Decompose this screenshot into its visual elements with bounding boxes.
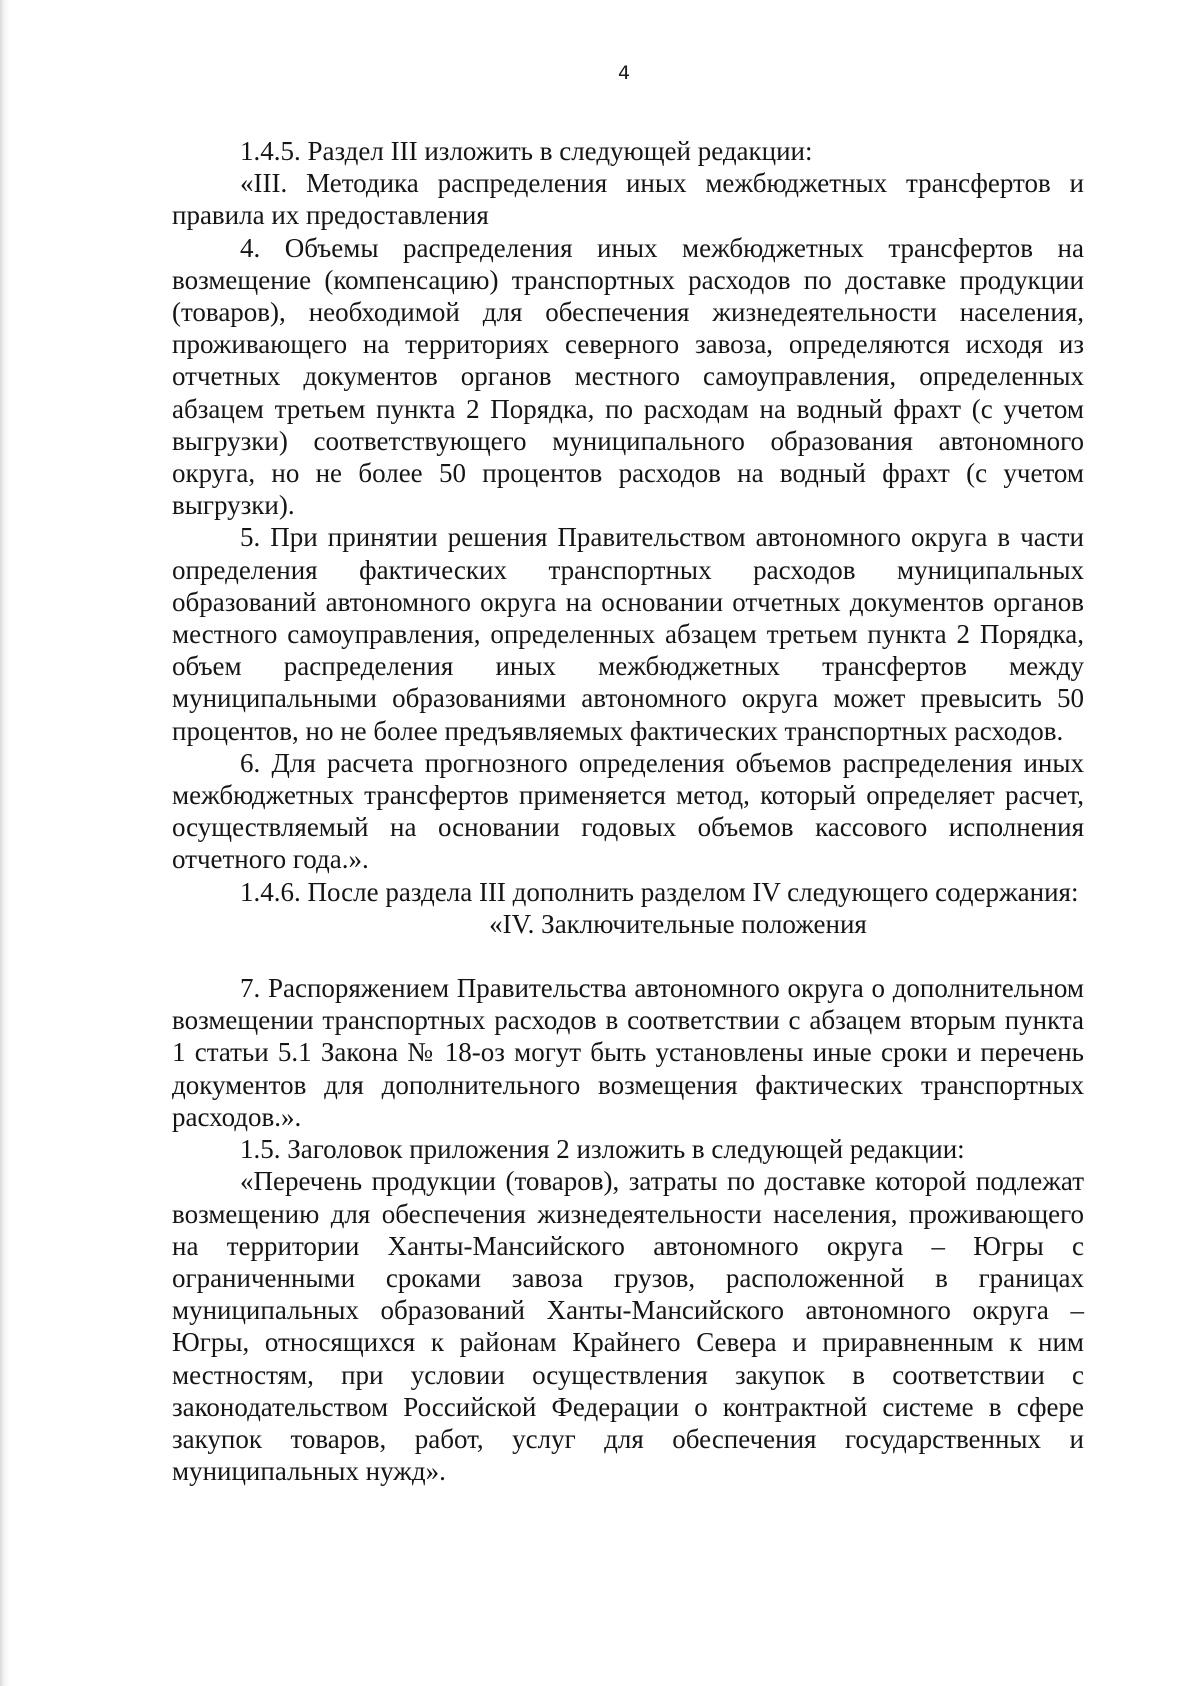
document-body	[172, 135, 1084, 1487]
paragraph-1-5: 1.5. Заголовок приложения 2 изложить в следующей редакции:	[240, 1134, 965, 1165]
paragraph-5: 5. При принятии решения Правительством автономного округа в части определения фактических транспортных расходов муниципальных образований автономного округа на основании отчетных документов органов местного самоуправления, определенных абзацем третьем пункта 2 Порядка, объем распределения иных межбюджетных трансфертов между муниципальными образованиями автономного округа может превысить 50 процентов, но не более предъявляемых фактических транспортных расходов.	[172, 522, 1084, 746]
paragraph-1-4-6: 1.4.6. После раздела III дополнить разделом IV следующего содержания:	[240, 876, 1079, 907]
paragraph-1-4-5: 1.4.5. Раздел III изложить в следующей редакции:	[240, 136, 813, 166]
scan-edge-shadow	[0, 0, 10, 1686]
appendix-2-title: «Перечень продукции (товаров), затраты по доставке которой подлежат возмещению для обеспечения жизнедеятельности населения, проживающего на территории Ханты-Мансийского автономного округа – Югры с ограниченными сроками завоза грузов, расположенной в границах муниципальных образований Ханты-Мансийского автономного округа – Югры, относящихся к районам Крайнего Севера и приравненным к ним местностям, при условии осуществления закупок в соответствии с законодательством Российской Федерации о контрактной системе в сфере закупок товаров, работ, услуг для обеспечения государственных и муниципальных нужд».	[172, 1166, 1084, 1487]
section-iv-heading: «IV. Заключительные положения	[489, 908, 867, 939]
blank-line	[172, 940, 1084, 972]
page-number: 4	[617, 62, 631, 84]
paragraph-4: 4. Объемы распределения иных межбюджетных трансфертов на возмещение (компенсацию) транспортных расходов по доставке продукции (товаров), необходимой для обеспечения жизнедеятельности населения, проживающего на территориях северного завоза, определяются исходя из отчетных документов органов местного самоуправления, определенных абзацем третьем пункта 2 Порядка, по расходам на водный фрахт (с учетом выгрузки) соответствующего муниципального образования автономного округа, но не более 50 процентов расходов на водный фрахт (с учетом выгрузки).	[172, 232, 1084, 521]
paragraph-7: 7. Распоряжением Правительства автономного округа о дополнительном возмещении транспортных расходов в соответствии с абзацем вторым пункта 1 статьи 5.1 Закона № 18-оз могут быть установлены иные сроки и перечень документов для дополнительного возмещения фактических транспортных расходов.».	[172, 973, 1084, 1132]
section-iii-heading: «III. Методика распределения иных межбюджетных трансфертов и правила их предоставления	[172, 168, 1084, 231]
paragraph-6: 6. Для расчета прогнозного определения объемов распределения иных межбюджетных трансфертов применяется метод, который определяет расчет, осуществляемый на основании годовых объемов кассового исполнения отчетного года.».	[172, 747, 1084, 875]
